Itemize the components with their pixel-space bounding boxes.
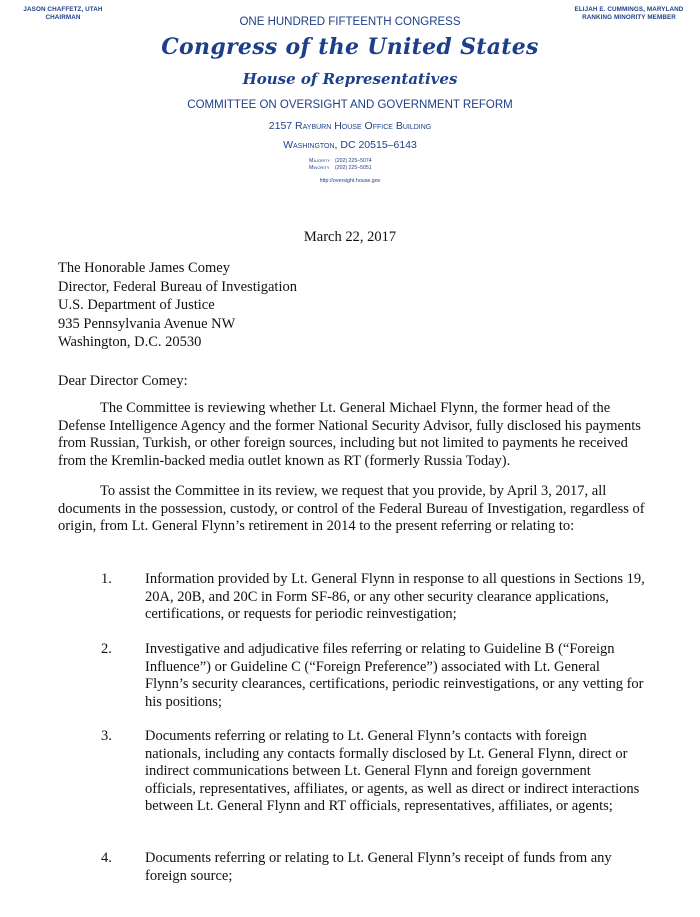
recipient-line: The Honorable James Comey bbox=[58, 260, 230, 276]
list-item-number: 1. bbox=[101, 571, 112, 587]
recipient-line: Washington, D.C. 20530 bbox=[58, 334, 202, 351]
minority-phone: (202) 225–5051 bbox=[335, 165, 372, 171]
letter-date: March 22, 2017 bbox=[303, 229, 397, 245]
list-item-text: Documents referring or relating to Lt. General Flynn’s receipt of funds from any foreign source; bbox=[145, 850, 612, 884]
ranking-member-title: RANKING MINORITY MEMBER bbox=[582, 14, 676, 21]
recipient-line: Director, Federal Bureau of Investigation bbox=[58, 278, 297, 295]
salutation: Dear Director Comey: bbox=[58, 373, 188, 389]
chairman-title: CHAIRMAN bbox=[45, 14, 81, 21]
majority-phone-line bbox=[309, 158, 372, 164]
chairman-name: JASON CHAFFETZ, UTAH bbox=[23, 6, 103, 13]
majority-label: Majority bbox=[309, 158, 331, 164]
chairman-block bbox=[4, 6, 122, 22]
congress-number: ONE HUNDRED FIFTEENTH CONGRESS bbox=[239, 16, 461, 28]
committee-name: COMMITTEE ON OVERSIGHT AND GOVERNMENT REFORM bbox=[187, 99, 513, 111]
paragraph-review: The Committee is reviewing whether Lt. General Michael Flynn, the former head of the Defense Intelligence Agency and the former National Security Advisor, fully disclosed his payments from Russian, Turkish, or other foreign sources, including but not limited to payments he received from the Kremlin-backed media outlet known as RT (formerly Russia Today). bbox=[58, 400, 641, 469]
list-item-number: 3. bbox=[101, 728, 112, 744]
website-link[interactable]: http://oversight.house.gov bbox=[319, 178, 381, 184]
recipient-address bbox=[58, 259, 297, 352]
list-item-text: Documents referring or relating to Lt. General Flynn’s contacts with foreign nationals, including any contacts formally disclosed by Lt. General Flynn, direct or indirect communications between Lt. General Flynn and foreign government officials, representatives, affiliates, or agents, as well as direct or indirect interactions between Lt. General Flynn and RT officials, representatives, affiliates, or agents; bbox=[145, 728, 640, 814]
office-city: Washington, DC 20515–6143 bbox=[283, 139, 417, 151]
house-title: House of Representatives bbox=[242, 70, 458, 88]
congress-title: Congress of the United States bbox=[161, 34, 539, 60]
recipient-line: 935 Pennsylvania Avenue NW bbox=[58, 315, 236, 332]
majority-phone: (202) 225–5074 bbox=[335, 158, 372, 164]
paragraph-request: To assist the Committee in its review, we request that you provide, by April 3, 2017, all documents in the possession, custody, or control of the Federal Bureau of Investigation, regardless of origin, from Lt. General Flynn’s retirement in 2014 to the present referring or relating to: bbox=[58, 483, 645, 534]
recipient-line: U.S. Department of Justice bbox=[58, 297, 215, 314]
ranking-member-block bbox=[566, 6, 692, 22]
minority-label: Minority bbox=[309, 165, 330, 171]
list-item-number: 4. bbox=[101, 850, 112, 866]
ranking-member-name: ELIJAH E. CUMMINGS, MARYLAND bbox=[574, 6, 684, 13]
minority-phone-line bbox=[309, 165, 372, 171]
office-address: 2157 Rayburn House Office Building bbox=[268, 120, 432, 132]
list-item-text: Information provided by Lt. General Flynn in response to all questions in Sections 19, 20A, 20B, and 20C in Form SF-86, or any other security clearance applications, certifications, or requests for periodic reinvestigation; bbox=[145, 571, 645, 622]
list-item-text: Investigative and adjudicative files referring or relating to Guideline B (“Foreign Influence”) or Guideline C (“Foreign Preference”) associated with Lt. General Flynn’s security clearances, certifications, periodic reinvestigations, or any vetting for his positions; bbox=[145, 641, 644, 710]
list-item-number: 2. bbox=[101, 641, 112, 657]
